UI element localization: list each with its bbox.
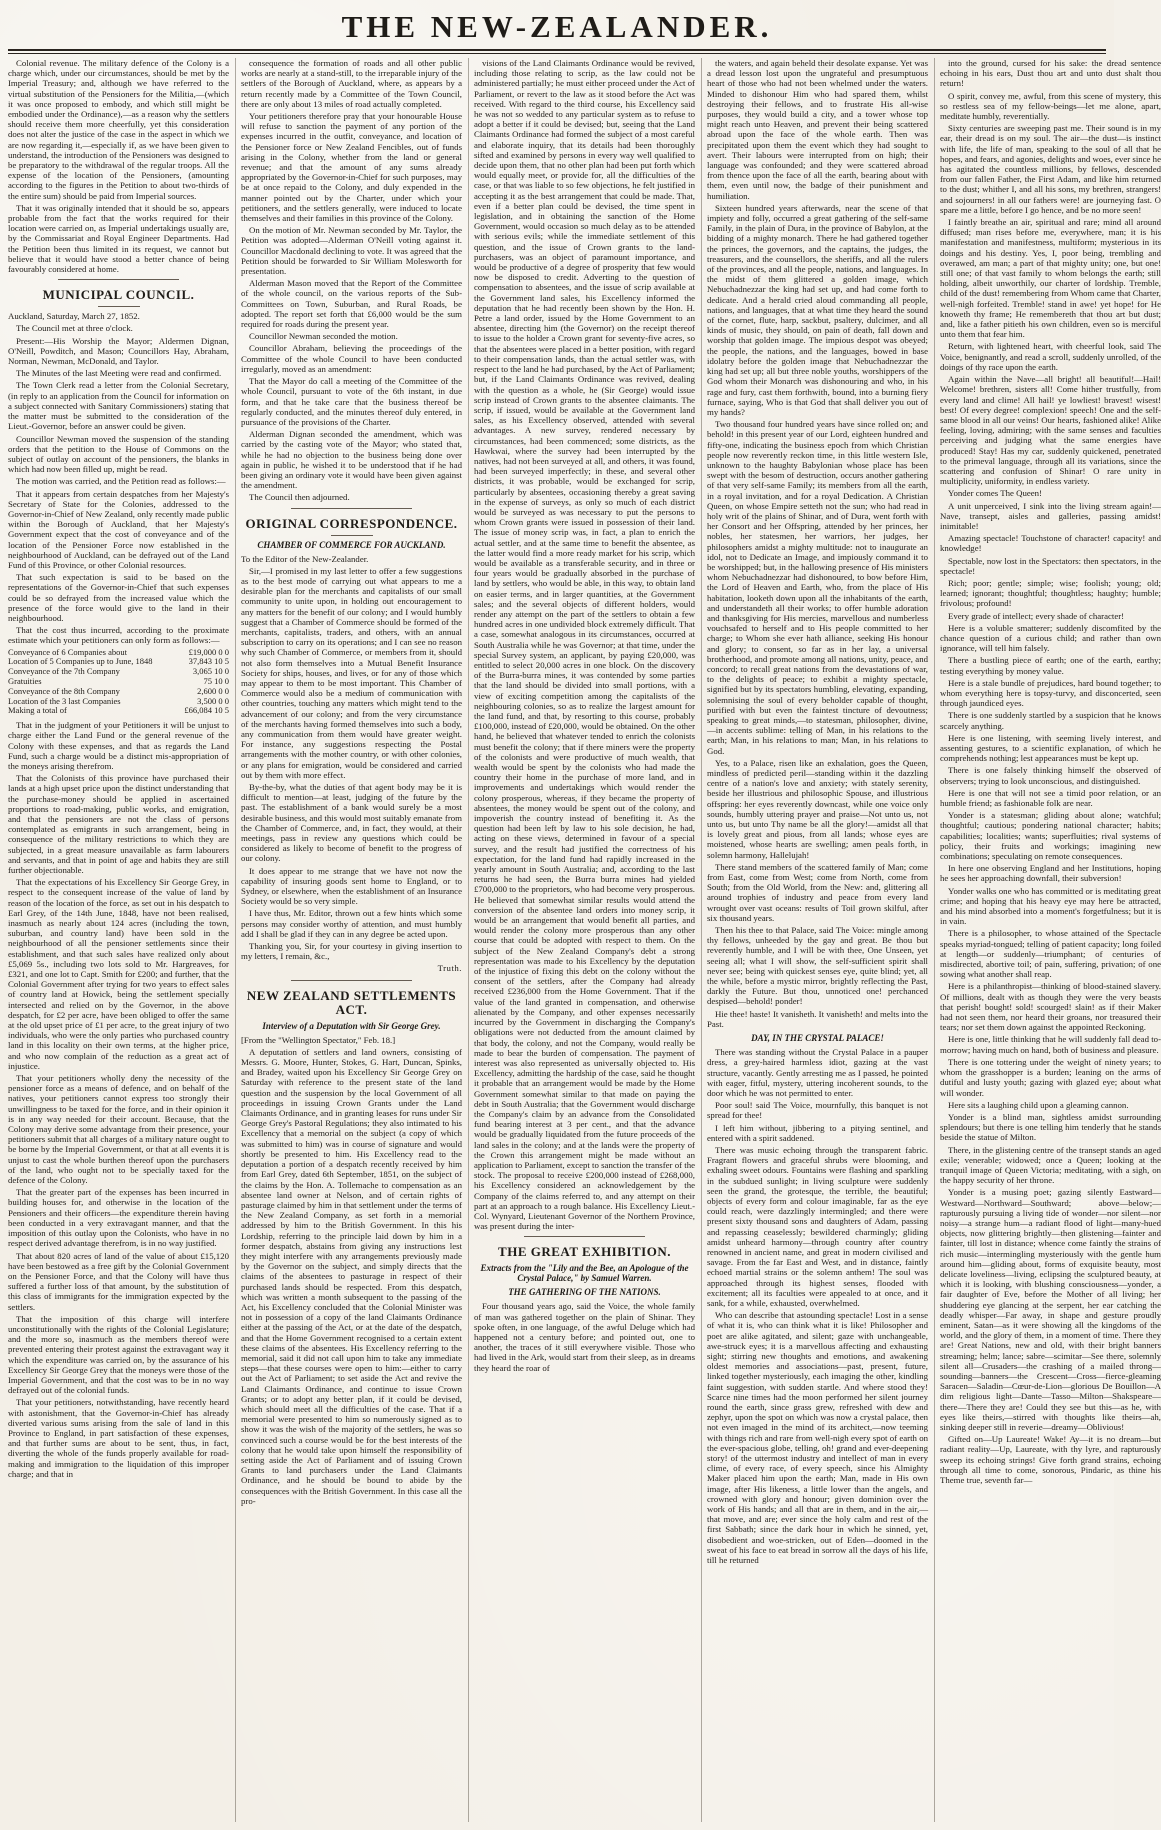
municipal-paragraph: Councillor Newman moved the suspension of the standing orders that the petition to the House of Commons on the subject of outlay on account of the pensioners, the blanks in which had now been filled up, might be read. (8, 433, 229, 475)
letter-paragraph: It does appear to me strange that we have not now the capability of insuring goods sent home to England, or to Sydney, or elsewhere, when the establishment of an Insurance Society would be so very simple. (241, 865, 462, 907)
expense-amount: 75 10 0 (203, 675, 229, 686)
expense-amount: 3,065 10 0 (192, 666, 229, 677)
exhibition-paragraph: Here is a stale bundle of prejudices, hard bound together; to whom everything here is topsy-turvy, and disconcerted, seen through jaundiced eyes. (940, 677, 1161, 709)
exhibition-paragraph: Here is one listening, with seeming lively interest, and assenting gestures, to a scientific explanation, of which he comprehends nothing; lest appearances must be kept up. (940, 732, 1161, 764)
exhibition-paragraph: Yonder walks one who has committed or is meditating great crime; and hoping that his heavy eye may here be attracted, and his mind absorbed into a moment's forgetfulness; but it is in vain. (940, 885, 1161, 927)
exhibition-paragraph: Spectable, now lost in the Spectators: then spectators, in the spectacle! (940, 555, 1161, 576)
section-divider (291, 508, 413, 509)
municipal-paragraph: That the cost thus incurred, according to the proximate estimate which your petitioners can only form as follows:— (8, 625, 229, 646)
exhibition-paragraph: Yes, to a Palace, risen like an exhalation, goes the Queen, mindless of predicted peril—standing within it the dazzling centre of a nation's love and anxiety; with stately serenity, beside her illustrious and philosophic Spouse, and illustrious offspring: her eyes reverently downcast, while one voice only sounds, humbly uttering prayer and praise—Not unto us, not unto us, but unto Thy name be all the glory!—amidst all that is lovely great and pious, from all lands; whose eyes are moistened, whose hearts are swelling; amen peals forth, in solemn harmony, Hallelujah! (707, 757, 928, 860)
section-divider (331, 535, 373, 536)
section-divider (291, 980, 413, 981)
exhibition-paragraph: Rich; poor; gentle; simple; wise; foolish; young; old; learned; ignorant; thoughtful; thoughtless; haughty; humble; frivolous; profound! (940, 577, 1161, 609)
subhead-chamber: CHAMBER OF COMMERCE FOR AUCKLAND. (257, 539, 446, 550)
report-paragraph: A deputation of settlers and land owners, consisting of Messrs. G. Moore, Hunter, Stokes, G. Hart, Duncan, Spinks, and Bradey, waited upon his Excellency Sir George Grey on Saturday with reference to the present state of the land question and the suspension by the local Government of all proceedings in issuing Crown Grants under the Land Claimants Ordinance, and in granting leases for runs under Sir George Grey's Pastoral Regulations; they also intimated to his Excellency that a memorial on the subject (a copy of which was submitted to him) was in course of signature and would shortly be presented to him. His Excellency read to the deputation a portion of a despatch recently received by him from Earl Grey, dated 6th September, 1851, on the subject of the claims by the Hon. A. Tollemache to compensation as an absentee land owner at Nelson, and of certain rights of pasturage claimed by him in that settlement under the terms of the New Zealand Company, as set forth in a memorial addressed by him to the British Government. In this his Lordship, referring to the principle laid down by him in a former despatch, abstains from giving any instructions lest they might interfere with any arrangements previously made by the Governor on the subject, and simply directs that the claims of the absentees to pasturage in respect of their purchased lands should be respected. From this despatch, which was written a month subsequent to the passing of the Act, his Excellency concluded that the Colonial Minister was not in possession of a copy of the land Claimants Ordinance either at the passing of the Act, or at the date of the despatch, and that the Home Government recognised to a certain extent these claims of the absentees. His Excellency referring to the memorial, said it did not call upon him to take any immediate steps—that these courses were open to him:—either to carry out the Act of Parliament; to set aside the Act and revive the Land Claimants Ordinance, and continue to issue Crown Grants; or to adopt any better plan, if it could be devised, which should meet all the difficulties of the case. That if a memorial were presented to him so numerously signed as to show it was the wish of the majority of the settlers, he was so convinced such a course would be for the best interests of the colony that he would take upon himself the responsibility of setting aside the Act of Parliament and of issuing Crown Grants to land purchasers under the Land Claimants Ordinance, and he should be bound to abide by the consequences with the British Government. In this case all the pro- (241, 1046, 462, 1506)
exhibition-paragraph: Sixteen hundred years afterwards, near the scene of that impiety and folly, occurred a great gathering of the self-same Family, in the plain of Dura, in the province of Babylon, at the bidding of a mighty monarch. There he had gathered together the princes, the governors, and the captains, the judges, the treasurers, and the counsellors, the sheriffs, and all the rulers of the provinces, and all the people, nations, and languages. In the midst of them glittered a golden image, which Nebuchadnezzar the king had set up, and had come forth to dedicate. And a herald cried aloud commanding all people, nations, and languages, that at what time they heard the sound of the cornet, flute, harp, sackbut, psaltery, dulcimer, and all kinds of music, they should, on pain of death, fall down and worship that golden image. The impious despot was obeyed; the people, the nations, and the languages, bowed in base idolatry before the golden image that Nebuchadnezzar the king had set up; all but three noble youths, worshippers of the God whom their Monarch was dishonouring and who, in his rage and fury, cast them forthwith, bound, into a burning fiery furnace, saying, Who is that God that shall deliver you out of my hands? (707, 202, 928, 417)
expense-label: Conveyance of 6 Companies about (8, 646, 127, 657)
exhibition-paragraph: Here is a philanthropist—thinking of blood-stained slavery. Of millions, dealt with as though they were the very beasts that perish! bought! sold! scourged! slain! as if their Maker had not seen them, nor heard their groans, nor treasured their tears; nor set them down against the appointed Reckoning. (940, 981, 1161, 1033)
exhibition-paragraph: the waters, and again beheld their desolate expanse. Yet was a dread lesson lost upon the ungrateful and presumptuous heart of those who had not been whelmed under the waters. Minded to dishonour Him who had spared them, whilst destroying their fellows, and to frustrate His all-wise purposes, they would build a city, and a tower whose top might reach unto Heaven, and prevent their being scattered abroad upon the face of the whole earth. Then was precipitated upon them the event which they had sought to avert. Their labours were interrupted from on high; their language was confounded; and they were scattered abroad from thence upon the face of all the earth, bearing about with them, even until now, the badge of their punishment and humiliation. (707, 58, 928, 201)
petition-paragraph: That your petitioners, notwithstanding, have recently heard with astonishment, that the Governor-in-Chief has already diverted various sums arising from the sale of land in this Province to England, in part satisfaction of these expenses, and that further sums are about to be sent, thus, in fact, diverting the whole of the funds properly available for road-making and immigration to the liquidation of this improper charge; and that in (8, 1397, 229, 1479)
exhibition-paragraph: Hie thee! haste! It vanisheth. It vanisheth! and melts into the Past. (707, 1008, 928, 1029)
exhibition-paragraph: There, in the glistening centre of the transept stands an aged exile; venerable; widowed; once a Queen; looking at the tranquil image of Queen Victoria; meditating, with a sigh, on the happy security of her throne. (940, 1144, 1161, 1186)
exhibition-paragraph: Here is one, little thinking that he will suddenly fall dead to-morrow; having much on hand, both of business and pleasure. (940, 1034, 1161, 1055)
letter-paragraph: I have thus, Mr. Editor, thrown out a few hints which some persons may consider worthy of attention, and must humbly add I shall be glad if they can in any degree be acted upon. (241, 908, 462, 939)
exhibition-paragraph: I faintly breathe an air, spiritual and rare; mind all around diffused; man rises before me, everywhere, man; it is his manifestation and manifestness, multiform; mysterious in its doings and his destiny. Yes, I, poor being, trembling and overawed, am man; a part of that mighty unity; one, but one! still one; of that vast family to whom belongs the earth; still holding, albeit unworthily, our charter of lordship. Tremble, child of the dust! remembering from Whom came that Charter, well-nigh forfeited. Tremble! stand in awe! yet hope! for He knoweth thy frame; He remembereth that thou art but dust; and, like a father pitieth his own children, even so is merciful unto them that fear him. (940, 217, 1161, 340)
expense-amount: £66,084 10 5 (184, 705, 229, 716)
letter-paragraph: By-the-by, what the duties of that agent body may be it is difficult to mention—at least, judging of the future by the past. The establishment of a bank would surely be a most desirable business, and this would most suitably emanate from the Chamber of Commerce, and, in fact, they would, at their meetings, pass in review any questions which could be considered as likely to become of benefit to the progress of our colony. (241, 782, 462, 864)
expense-label: Conveyance of the 8th Company (8, 685, 120, 696)
exhibition-paragraph: Here is one that will not see a timid poor relation, or an humble friend; as fashionable folk are near. (940, 787, 1161, 809)
source-line: [From the "Wellington Spectator," Feb. 18.] (241, 1034, 396, 1045)
expense-row (8, 706, 229, 716)
petition-paragraph: That about 820 acres of land of the value of about £15,120 have been bestowed as a free gift by the Colonial Government on the Pensioner Force, and that the Colony will have thus suffered a further loss of that amount, by the substitution of this class of immigrants for the immigration expected by the settlers. (8, 1250, 229, 1312)
exhibition-paragraph: into the ground, cursed for his sake: the dread sentence echoing in his ears, Dust thou art and unto dust shalt thou return! (940, 58, 1161, 89)
masthead (0, 8, 1114, 46)
exhibition-paragraph: A unit unperceived, I sink into the living stream again!—Nave, transept, aisles and galleries, passing amidst! inimitable! (940, 500, 1161, 531)
municipal-paragraph: That it appears from certain despatches from her Majesty's Secretary of State for the Colonies, addressed to the Governor-in-Chief of New Zealand, only recently made public within the Borough of Auckland, that her Majesty's Government expect that the cost of conveyance and of the location of the Pensioner Force now established in the neighbourhood of Auckland, can be defrayed out of the Land Fund of this Province, or other Colonial resources. (8, 488, 229, 570)
exhibition-paragraph: There a bustling piece of earth; one of the earth, earthy; testing everything by money value. (940, 655, 1161, 676)
exhibition-paragraph: O spirit, convey me, awful, from this scene of mystery, this so restless sea of my fellow-beings—let me alone, apart, meditate humbly, reverentially. (940, 90, 1161, 122)
petition-paragraph: That the Colonists of this province have purchased their lands at a high upset price upon the distinct understanding that the purchase-money should be applied in ascertained proportions to road-making, public works, and emigration, and that the pensioners are not the class of persons contemplated as emigrants in such arrangement, being in consequence of the military restrictions to which they are subjected, in a great measure unavailable as farm labourers and servants, and that in point of age and habits they are still further objectionable. (8, 773, 229, 875)
exhibition-paragraph: Yonder comes The Queen! (948, 488, 1042, 499)
section-title-exhibition: THE GREAT EXHIBITION. (498, 1244, 671, 1260)
article-paragraph: That it was originally intended that it should be so, appears probable from the fact that the works required for their location were carried on, as Imperial undertakings usually are, by the Commissariat and Royal Engineer Departments. Had the Petition been thus limited in its request, we cannot but believe that it would have stood a better chance of being favourably considered at home. (8, 202, 229, 275)
section-divider (98, 306, 140, 307)
expense-label: Gratuities (8, 675, 42, 686)
article-paragraph: The Council then adjourned. (249, 492, 350, 503)
article-paragraph: On the motion of Mr. Newman seconded by Mr. Taylor, the Petition was adopted—Alderman O'Neill voting against it. Councillor Macdonald declining to vote. It was agreed that the Petition should be forwarded to Sir William Molesworth for presentation. (241, 225, 462, 277)
exhibition-paragraph: Gifted on—Up Laureate! Wake! Ay—it is no dream—but radiant reality—Up, Laureate, with thy lyre, and rapturously sweep its echoing strings! Give forth grand strains, echoing through all time to come, sonorous, Pindaric, as thine his Theme true, seventh far— (940, 1434, 1161, 1486)
exhibition-paragraph: Yonder is a blind man, sightless amidst surrounding splendours; but there is one telling him tenderly that he stands beside the statue of Milton. (940, 1111, 1161, 1143)
exhibition-paragraph: Every grade of intellect; every shade of character! (948, 610, 1125, 621)
article-paragraph: Alderman Dignan seconded the amendment, which was carried by the casting vote of the Mayor; who stated that, while he had no objection to the business being done over again in public, he wished it to be understood that if he had been giving an ordinary vote it would have been given against the amendment. (241, 429, 462, 491)
exhibition-paragraph: There is one falsely thinking himself the observed of observers; trying to look unconscious, and distinguished. (940, 765, 1161, 786)
article-paragraph: Colonial revenue. The military defence of the Colony is a charge which, under our circumstances, should be met by the Imperial Treasury; and, although we have referred to the virtual substitution of the Pensioners for the Militia,—(which it was once proposed to embody, and which still might be embodied under the Ordinance),—as a reason why the settlers should receive them more cheerfully, yet this consideration does not alter the justice of the case in the aspect in which we are now regarding it,—especially if, as we have been given to understand, the introduction of the Pensioners was designed to be preparatory to the withdrawal of the regular troops. All the expense of the location of the Pensioners, (amounting according to the figures in the Petition to about two-thirds of the entire sum) should be paid from Imperial sources. (8, 58, 229, 201)
article-paragraph: That the Mayor do call a meeting of the Committee of the whole Council, pursuant to vote of the 6th instant, in due form, and that he take care that the business thereof be regularly conducted, and the minutes thereof duly entered, in pursuance of the provisions of the Charter. (241, 376, 462, 427)
letter-signature: Truth. (437, 963, 462, 974)
section-divider (58, 279, 180, 280)
subhead-day: DAY, IN THE CRYSTAL PALACE! (751, 1033, 884, 1044)
municipal-paragraph: The motion was carried, and the Petition read as follows:— (16, 476, 226, 487)
letter-paragraph: Thanking you, Sir, for your courtesy in giving insertion to my letters, I remain, &c., (241, 941, 462, 962)
exhibition-paragraph: There was music echoing through the transparent fabric. Fragrant flowers and graceful shrubs were blooming, and exhaling sweet odours. Fountains were flashing and sparkling in the subdued sunlight; in living sculpture were suddenly seen the grand, the grotesque, the terrible, the beautiful; objects of every form and colour imaginable, far as the eye could reach, were dazzlingly intermingled; and there were present sixty thousand sons and daughters of Adam, passing and repassing ceaselessly; bewildered charmingly; gliding amidst unheard harmony—through country after country renowned in ancient name, and great in modern civilised and savage. From the far East and West, and in distance, faintly echoed martial strains or the solemn anthem! The soul was approached through its highest senses, flooded with excitement; all its faculties were appealed to at once, and it sank, for a while, exhausted, overwhelmed. (707, 1144, 928, 1308)
column-5 (940, 58, 1161, 1822)
exhibition-paragraph: Amazing spectacle! Touchstone of character! capacity! and knowledge! (940, 533, 1161, 554)
exhibition-paragraph: Who can describe that astounding spectacle! Lost in a sense of what it is, who can think what it is like! Philosopher and poet are alike agitated, and silent; gaze with unchangeable, awe-struck eyes; it is a marvellous affecting and exhausting sight; stirring new thoughts and emotions, and awakening oldest memories and associations—past, present, future, linked together mysteriously, each imaging the other, kindling faint suggestion, with sudden startle. And where stood they! Scarce nine times had the moon performed her silent journey round the earth, since grass grew, refreshed with dew and zephyr, upon the spot on which was now a crystal palace, then not even imaged in the mind of its architect,—now teeming with things rich and rare from well-nigh every spot of earth on the ever-spacious globe, telling, oh! grand and ever-deepening story! of the uttermost industry and intellect of man in every clime, of every race, of every speech, since his Almighty Maker placed him upon the earth; Man, made in His own image, after His likeness, a little lower than the angels, and crowned with glory and honour; given dominion over the work of His hands; and all that are in them, and in the air,—that move, and are; ever since the holy calm and rest of the first Sabbath; since the dark hour in which he sinned, yet, disobedient and woe-stricken, out of Eden—doomed in the sweat of his face to eat bread in sorrow all the days of his life, till he returned (707, 1310, 928, 1566)
subhead-gathering: THE GATHERING OF THE NATIONS. (508, 1287, 661, 1298)
subhead-exhibition: Extracts from the "Lily and the Bee, an Apologue of the Crystal Palace," by Samuel Warren. (480, 1263, 689, 1284)
exhibition-paragraph: There is one tottering under the weight of ninety years; to whom the grasshopper is a burden; leaning on the arms of dutiful and lusty youth; gazing with glazed eye; about what will wonder. (940, 1056, 1161, 1098)
subhead-settlements: Interview of a Deputation with Sir George Grey. (262, 1020, 441, 1031)
expense-label: Location of 5 Companies up to June, 1848 (8, 656, 153, 667)
municipal-paragraph: That such expectation is said to be based on the representations of the Governor-in-Chief that such expenses could be so defrayed from the increased value which the presence of the force would give to the land in their neighbourhood. (8, 572, 229, 623)
petition-paragraph: That the imposition of this charge will interfere unconstitutionally with the rights of the Colonial Legislature; and the more so, inasmuch as the members thereof were prevented entering their protest against the extravagant way it which the expenditure was carried on, by the assurance of his Excellency Sir George Grey that the moneys were those of the Imperial Government, and that the cost was to be in no way defrayed out of the colonial funds. (8, 1313, 229, 1396)
expense-amount: 37,843 10 5 (188, 656, 229, 667)
municipal-paragraph: The Minutes of the last Meeting were read and confirmed. (16, 368, 222, 379)
exhibition-paragraph: Here is a voluble smatterer; suddenly discomfited by the chance question of a curious child; and rather than own ignorance, will tell him falsely. (940, 622, 1161, 654)
column-3 (474, 58, 695, 1822)
masthead-rule (8, 49, 1106, 54)
exhibition-paragraph: Four thousand years ago, said the Voice, the whole family of man was gathered together on the plain of Shinar. They spoke often, in one language, of the awful Deluge which had happened not a century before; and pointed out, one to another, the traces of it still everywhere visible. Those who had lived in the Ark, would start from their sleep, as in dreams they heard the roar of (474, 1301, 695, 1373)
municipal-paragraph: Present:—His Worship the Mayor; Aldermen Dignan, O'Neill, Powditch, and Mason; Councillors Hay, Abraham, Norman, Newman, McDonald, and Taylor. (8, 335, 229, 367)
exhibition-paragraph: Again within the Nave—all bright! all beautiful!—Hail! Welcome! brethren, sisters all! Come hither trustfully, from every land and clime! All hail! ye lowliest! bravest! wisest! best! Of every degree! complexion! speech! One and the self-same blood in all our veins! Our hearts, fashioned alike! Alike feeling, loving, admiring; with the same senses and faculties perceiving and judging what the same energies have produced! Stay! Has my car, suddenly quickened, penetrated to the primeval language, through all its variations, since the scattering and confusion of Shinar! O rare unity in multiplicity, uniformity, in endless variety. (940, 374, 1161, 487)
exhibition-paragraph: There is a philosopher, to whose attained of the Spectacle speaks myriad-tongued; telling of patient capacity; long foiled at length—or suddenly—triumphant; of centuries of misdirected, abortive toil; of pain, suffering, privation; of one sowing what another shall reap. (940, 928, 1161, 980)
article-paragraph: consequence the formation of roads and all other public works are nearly at a stand-still, to the irreparable injury of the settlers of the Borough of Auckland, where, as appears by a return recently made by a Committee of the Town Council, there are only about 13 miles of road actually completed. (241, 58, 462, 109)
municipal-paragraph: The Council met at three o'clock. (16, 323, 133, 334)
exhibition-paragraph: Then his thee to that Palace, said The Voice: mingle among thy fellows, unheeded by the gay and great. Be thou but reverently humble, and I will be with thee, One Unseen, yet seeing all; what I will show, the self-sufficient spirit shall never see; being with quickest senses eye, quite blind; yet, all the while, before a mystic mirror, brightly reflecting the Past, darkly the Future. But thou, unnoticed one! perchanced despised—behold! ponder! (707, 925, 928, 1007)
exhibition-paragraph: Here sits a laughing child upon a gleaming cannon. (948, 1099, 1129, 1110)
exhibition-paragraph: In here one observing England and her Institutions, hoping he sees her approaching downfall, their subversion! (940, 863, 1161, 884)
section-title-settlements: NEW ZEALAND SETTLEMENTS ACT. (246, 987, 457, 1017)
letter-address: To the Editor of the New-Zealander. (241, 553, 369, 564)
petition-paragraph: That the greater part of the expenses has been incurred in building houses for, and otherwise in the location of the Pensioners and their officers—the expenditure therein having been conducted in a very extravagant manner, and that the imposition of this outlay upon the Colonists, who have in no respect derived advantage therefrom, is in no way justified. (8, 1187, 229, 1249)
expense-table (8, 648, 229, 717)
exhibition-paragraph: Yonder is a musing poet; gazing silently Eastward—Westward—Northward—Southward; above—below;—rapturously pursuing a living tide of wonder—nor silent—nor noisy—a strange hum—a radiant flood of light—many-hued objects, now glittering brightly—then glistening—fainter and fainter, till lost in distance; whence come faintly the strains of rich music—intermingling mysteriously with the gentle hum around him—gliding about, forms of exquisite beauty, most delicate loveliness—living, eclipsing the sculptured beauty, at which it is looking, with blushing consciousness—yonder, a fair daughter of Eve, before the Mother of all living; her shuddering eye glancing at the serpent, her ear catching the deadly whisper—Far away, in shape and gesture proudly eminent, Satan—as it were showing all the kingdoms of the world, and the glory of them, in a moment of time. There they are! Great Nations, new and old, with their bright banners streaming; helm; lance; sabre—scimitar—See there, solemnly silent all—Crusaders—the crashing of a mailed throng—sounding—banners—the Crescent—Cross—fierce-gleaming Saracen—Saladin—Cœur-de-Lion—glorious De Bouillon—A dim religious light—Dante—Tasso—Milton—Shakspeare—there—There they are! Could they see but this—as he, with eyes like theirs,—stirred with thoughts like theirs—ah, sinking deeper still in reverie—dreamy—Oblivious! (940, 1187, 1161, 1432)
expense-label: Making a total of (8, 705, 67, 716)
exhibition-paragraph: There is one suddenly startled by a suspicion that he knows scarcely anything. (940, 710, 1161, 731)
column-4 (707, 58, 928, 1822)
article-paragraph: Councillor Abraham, believing the proceedings of the Committee of the whole Council to have been conducted irregularly, moved as an amendment: (241, 343, 462, 374)
expense-amount: £19,000 0 0 (188, 646, 229, 657)
column-1 (8, 58, 229, 1822)
petition-paragraph: That in the judgment of your Petitioners it will be unjust to charge either the Land Fund or the general revenue of the Colony with these expenses, and that as regards the Land Fund, such a charge would be a distinct mis-appropriation of the moneys arising therefrom. (8, 720, 229, 771)
letter-paragraph: Sir,—I promised in my last letter to offer a few suggestions as to the best mode of carrying out what appears to me a desirable plan for the merchants and capitalists of our small community to unite upon, in holding out encouragement to any matters for the benefit of our colony; and I would humbly suggest that a Chamber of Commerce should be formed of the merchants, capitalists, traders, and others, with an annual subscription to carry on its operations; and I can see no reason why such Chamber of Commerce, or members from it, should not also form themselves into a Mutual Benefit Insurance Society for ships, houses, and lives, or for any of those which may appear to them to be most important. This Chamber of Commerce would also be a medium of communication with other countries, touching any matters which might tend to the advancement of our colony; and from the very circumstance of the merchants having formed themselves into such a body, any communication from them would have greater weight. For instance, any suggestions respecting the Postal arrangements with the mother country, or with other colonies, or any plans for emigration, would be considered and carried out by them with more effect. (241, 565, 462, 780)
exhibition-paragraph: Two thousand four hundred years have since rolled on; and behold! in this present year of our Lord, eighteen hundred and fifty-one, indicating the business epoch from which Christian people now reverently reckon time, in this little western Isle, unknown to the haughty Babylonian whose place has been swept with the besom of destruction, occurs another gathering of that very self-same Family; its members from all the earth, in a royal invitation, and for a royal Dedication. A Christian Queen, on whose Empire setteth not the sun; who had read in holy writ of the plains of Shinar, and of Dura, went forth with her Consort and her Offspring, attended by her princes, her nobles, her statesmen, her warriors, her judges, her philosophers amidst a mighty multitude: not to inaugurate an idol, not to Dedicate an Image, and impiously command it to be worshipped; but, in the hallowing presence of His ministers whom Nebuchadnezzar had dishonoured, to bow before Him, the Lord of Heaven and Earth, who, from the place of His habitation, looketh down upon all the inhabitants of the earth, and understandeth all their works; to offer humble adoration and thanksgiving for His mercies, marvellous and numberless vouchsafed to herself and to His people committed to her charge; to Whom she ever hath alliance, seeking His honour and glory; to consent, so far as in her lay, a universal brotherhood, and promote among all nations, unity, peace, and concord; to recall great nations from the devastations of war, to the delights of peace; to exhibit a mighty spectacle, signified but by its spectators humbling, elevating, expanding, solemnising the soul of every beholder capable of thought, purified with but even the faintest tincture of devoutness; speaking to great minds,—to statesman, philosopher, divine,—in accents sublime: telling of Man, in his relations to the earth; Man, in his relations to man; Man, in his relations to God. (707, 419, 928, 756)
article-paragraph: Your petitioners therefore pray that your honourable House will refuse to sanction the payment of any portion of the expenses incurred in the outfit, conveyance, and location of the Pensioner force or New Zealand Fencibles, out of funds arising in the Colony, whether from the land or general revenue; and that the amount of any sums already appropriated by the Governor-in-Chief for such purposes, may be at once repaid to the Colony, and duly expended in the manner pointed out by the Charter, under which your petitioners, and the settlers generally, were induced to locate themselves and their families in this province of the Colony. (241, 111, 462, 224)
exhibition-paragraph: There stand members of the scattered family of Man; come from East, come from West; come from North, come from South; from the Old World, from the New: and, glittering all around trophies of industry and peace from every land wrought over vast oceans: results of Toil grown skilful, after six thousand years. (707, 861, 928, 923)
municipal-paragraph: Auckland, Saturday, March 27, 1852. (8, 311, 140, 322)
petition-paragraph: That the expectations of his Excellency Sir George Grey, in respect to the consequent increase of the value of land by reason of the location of the force, as set out in his despatch to Earl Grey, of the 14th June, 1848, have not been realised, inasmuch as nearly about 124 acres (including the town, suburban, and country land) have been sold in the neighbourhood of all the pensioner settlements since their establishment, and that such sales have realized only about £5,069 5s., including two lots sold to Mr. Hargreaves, for £321, and one lot to Capt. Smith for £200; and further, that the Colonial Government after trying for two years to effect sales of country land at Howick, being the settlement specially intersected and relied on by the Governor, in the above despatch, for £2 per acre, have been obliged to offer the same at the old upset price of £1 per acre, to the great injury of two individuals, who were the only parties who purchased country land in this locality on their own terms, at the higher price, and who now complain of the reduction as a great act of injustice. (8, 877, 229, 1071)
columns-grid (8, 58, 1161, 1822)
section-divider (524, 1236, 646, 1237)
report-paragraph: visions of the Land Claimants Ordinance would be revived, including those relating to scrip, as the law could not be administered partially; he must either proceed under the Act of Parliament, or revert to the law as it stood before the Act was received. With regard to the third course, his Excellency said he was not so wedded to any particular system as to refuse to adopt a better if it could be devised; but, seeing that the Land Claimants Ordinance had formed the subject of a most careful and elaborate inquiry, that its details had been thoroughly sifted and examined by persons in every way well qualified to decide upon them, that no other plan had been put forth which would equally meet, or provide for, all the difficulties of the case, or that was liable to so few objections, he felt justified in accepting it as the best arrangement that could be made. That, even if a better plan could be devised, the time spent in legislation, and in obtaining the sanction of the Home Government, would occasion so much delay as to be attended with serious evils; while the immediate settlement of this question, and the issue of Crown grants to the land-purchasers, was an object of paramount importance, and would be productive of a degree of prosperity that few would now be disposed to credit. Adverting to the question of compensation to absentees, and the issue of scrip available at the Government land sales, his Excellency informed the deputation that he had recently been shown by the Hon. H. Petre a land order, issued by the Home Government to an absentee, directing him (the Governor) on the receipt thereof to issue to the holder a Crown grant for seventy-five acres, so that the absentees were placed in a better position, with regard to their compensation lands, than the actual settler was, with respect to the land he had purchased, by the Act of Parliament; but, if the Land Claimants Ordinance was revived, dealing with the question as a whole, he (Sir George) would issue scrip instead of Crown grants to the absentee claimants. The scrip, if issued, would be available at the Government land sales, as his Excellency observed, attended with several advantages. A new survey, rendered necessary by circumstances, had been commenced; some districts, as the Hawkwai, where the survey had been interrupted by the natives, had not been surveyed at all, and others, it was found, had been surveyed imperfectly; in these, and several other districts, it was probable, would be exchanged for scrip, particularly by absentees, occasioning thereby a great saving in the expense of surveys, as only so much of each district would be surveyed as was necessary to put the persons to whom Crown grants were issued in possession of their land. The issue of money scrip was, in fact, a plan to enrich the actual settler, and at the same time to benefit the absentee, as the latter would find a more ready market for his scrip, which would be available as a transferable security, and in three or four years would be gradually absorbed in the purchase of land by settlers, who would be able, in this way, to obtain land on easier terms, and in larger quantities, at the Government sales; and the several objects of different holders, would render any attempt on the part of the settlers to obtain a few hundred acres in one undivided block extremely difficult. That a case, somewhat analogous in its circumstances, occurred at South Australia while he was Governor; at that time, under the special Survey system, an applicant, by paying £20,000, was entitled to select 20,000 acres in one block. On the discovery of the Burra-burra mines, it was contended by some parties that the land should be divided into small portions, with a view of exciting competition among the capitalists of the neighbouring colonies, so as to realize the largest amount for the land fund, and that, by resorting to this course, probably £100,000, instead of £20,000, would be obtained. On the other hand, he believed that whatever tended to enrich the colonists must benefit the colony; that if there miners were the property of the colonists and were productive of much wealth, that wealth would be spent by the colonists who had made the country their home in the purchase of more land, and in improvements and undertakings which would render the colony prosperous, whereas, if they became the property of absentees, the money would be spent out of the colony, and impoverish the country instead of benefiting it. As the question had been left by law to his sole decision, he had, acting on these views, determined in favour of a special survey, and the result had justified the correctness of his expectation, for the land fund had rapidly increased in the yearly amount in South Australia; and, according to the last returns he had seen, the Burra burra mines had yielded £700,000 to the proprietors, who had become very prosperous. He believed that somewhat similar results would attend the conversion of the absentee land orders into money scrip, it would be an arrangement that would benefit all parties, and would render the colony more prosperous than any other course that could be adopted with respect to them. On the subject of the New Zealand Company's debt a strong representation was made to his Excellency by the deputation of the injustice of fixing this debt on the colony without the consent of the settlers, after the Company had already received £236,000 from the Home Government. That if the value of the land granted in compensation, and otherwise alienated by the Company, and other expenses necessarily incurred by the Government in discharging the Company's obligations were not deducted from the amount claimed by that body, the colony, and not the Company, would really be made to bear the burden of compensation. The payment of interest was also represented as universally objected to. His Excellency, admitting the hardship of the case, said he thought it probable that an arrangement would be made by the Home Government somewhat similar to that made on paying the debt in South Australia; that the Government would discharge the Company's claim by an advance from the Consolidated fund bearing interest at 3 per cent., and that the advance would be gradually liquidated from the future proceeds of the land sales in the colony; and at the lands were the property of the Crown this arrangement might be made without an application to Parliament, except to sanction the transfer of the stock. The proposal to receive £200,000 instead of £268,000, his Excellency considered an acknowledgement by the Company of the claims referred to, and any attempt on their part at an approach to a rough balance. His Excellency Lieut.-Col. Wynyard, Lieutenant Governor of the Northern Province, was present during the inter- (474, 58, 695, 1232)
article-paragraph: Councillor Newman seconded the motion. (249, 331, 398, 342)
expense-amount: 2,600 0 0 (197, 685, 229, 696)
section-title-municipal: MUNICIPAL COUNCIL. (42, 287, 195, 303)
expense-label: Conveyance of the 7th Company (8, 666, 120, 677)
column-2 (241, 58, 462, 1822)
article-paragraph: Alderman Mason moved that the Report of the Committee of the whole council, on the various reports of the Sub-Committees on Town, Suburban, and Rural Roads, be adopted. The report set forth that £6,000 would be the sum required for roads during the present year. (241, 278, 462, 330)
section-title-correspondence: ORIGINAL CORRESPONDENCE. (245, 515, 458, 531)
exhibition-paragraph: There was standing without the Crystal Palace in a pauper dress, a grey-haired harmless idiot, gazing at the vast structure, vacantly. Gently arresting me as I passed, he pointed with eager, fitful, mystery, uttering incoherent sounds, to the door which he was not permitted to enter. (707, 1047, 928, 1098)
masthead-title: THE NEW-ZEALANDER. (341, 9, 773, 44)
exhibition-paragraph: Poor soul! said The Voice, mournfully, this banquet is not spread for thee! (707, 1100, 928, 1121)
exhibition-paragraph: Sixty centuries are sweeping past me. Their sound is in my ear, their dread is on my soul. The air—the dust—is instinct with life, the life of man, speaking to the soul of all that he hopes, and fears, and agonies, delights and woes, ever since he has agitated the countless millions, by fellows, descended from our fallen Father, the First Adam, and like him returned to the dust; whither I, and all his sons, my brethren, strangers! and sojourners! in all our fathers were! are journeying fast. O spare me a little, before I go hence, and be no more seen! (940, 123, 1161, 215)
exhibition-paragraph: I left him without, jibbering to a pitying sentinel, and entered with a spirit saddened. (707, 1122, 928, 1143)
municipal-paragraph: The Town Clerk read a letter from the Colonial Secretary, (in reply to an application from the Council for information on a subject connected with Sanitary Commissioners) stating that the matter must be submitted to the consideration of the Lieut.-Governor, before an answer could be given. (8, 380, 229, 432)
petition-paragraph: That your petitioners wholly deny the necessity of the pensioner force as a means of defence, and on behalf of the natives, your petitioners cannot express too strongly their unwillingness to be taxed for the force, and in their opinion it is in any way needed for their account. Because, that the Colony may derive some advantage from their presence, your petitioners submit that all charges of a military nature ought to be borne by the Imperial Government, or that at all events it is unjust to cast the whole burthen thereof upon the purchasers of the land, who ought not to be specially taxed for the defence of the Colony. (8, 1073, 229, 1186)
exhibition-paragraph: Yonder is a statesman; gliding about alone; watchful; thoughtful; cautious; pondering national character; habits; capabilities; localities; wants; superfluities; rival systems of policy, their fruits and workings; imagining new combinations; speculating on remote consequences. (940, 810, 1161, 862)
exhibition-paragraph: Return, with lightened heart, with cheerful look, said The Voice, benignantly, and read a scroll, suddenly unrolled, of the doings of thy race upon the earth. (940, 341, 1161, 372)
expense-label: Location of the 3 last Companies (8, 695, 121, 706)
expense-amount: 3,500 0 0 (197, 695, 229, 706)
